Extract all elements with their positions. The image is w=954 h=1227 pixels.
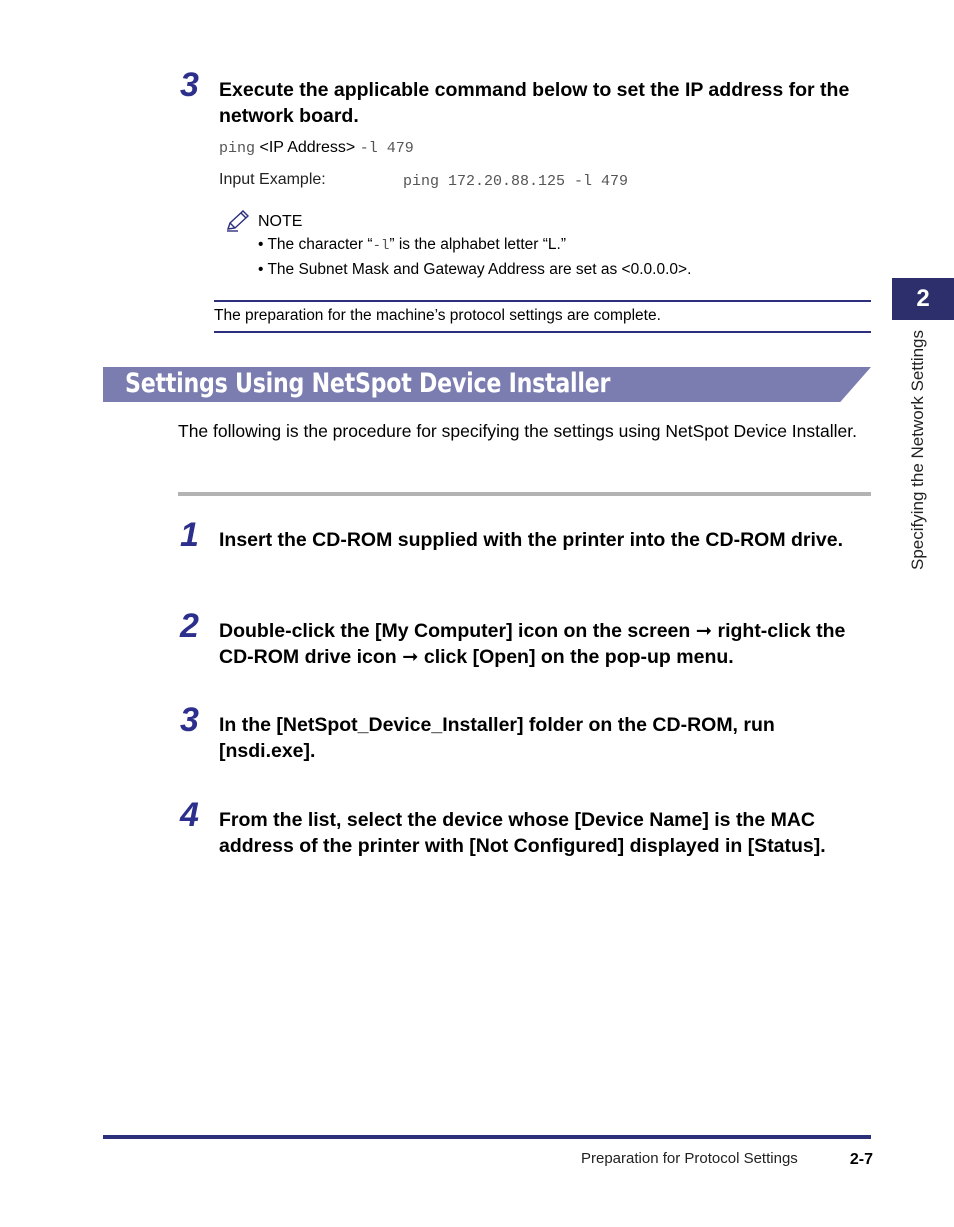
command-flag: -l 479 bbox=[359, 140, 414, 157]
note-item-code: -l bbox=[372, 238, 390, 254]
note-item bbox=[258, 235, 566, 256]
step-number: 3 bbox=[180, 66, 199, 104]
footer-rule bbox=[103, 1135, 871, 1139]
section-intro: The following is the procedure for specifying the settings using NetSpot Device Installer. bbox=[178, 421, 857, 441]
chapter-number-tab: 2 bbox=[892, 278, 954, 320]
step-number: 3 bbox=[180, 701, 199, 739]
step-number: 1 bbox=[180, 516, 199, 554]
completion-bottom-rule bbox=[214, 331, 871, 333]
note-title: NOTE bbox=[258, 213, 303, 230]
command-ping: ping bbox=[219, 140, 256, 157]
input-example-label: Input Example: bbox=[219, 171, 326, 188]
pencil-icon bbox=[224, 208, 252, 232]
input-example-value: ping 172.20.88.125 -l 479 bbox=[403, 173, 629, 190]
command-line bbox=[219, 138, 414, 159]
step-number: 4 bbox=[180, 796, 199, 834]
step-text: Execute the applicable command below to set the IP address for the network board. bbox=[219, 79, 850, 127]
command-ip-address: <IP Address> bbox=[259, 139, 356, 156]
chapter-title-vertical bbox=[905, 330, 931, 600]
page-number: 2-7 bbox=[849, 1151, 873, 1168]
note-item-prefix: • The character “ bbox=[258, 236, 373, 253]
step-number: 2 bbox=[180, 607, 199, 645]
note-item: • The Subnet Mask and Gateway Address are set as <0.0.0.0>. bbox=[258, 261, 692, 278]
step-text: From the list, select the device whose [Device Name] is the MAC address of the printer with [Not Configured] displayed in [Status]. bbox=[219, 809, 826, 857]
step-text: In the [NetSpot_Device_Installer] folder on the CD-ROM, run [nsdi.exe]. bbox=[219, 714, 775, 762]
note-item-suffix: ” is the alphabet letter “L.” bbox=[389, 236, 566, 253]
chapter-title-text: Specifying the Network Settings bbox=[908, 330, 927, 571]
footer-title: Preparation for Protocol Settings bbox=[581, 1150, 798, 1167]
step-text: Insert the CD-ROM supplied with the printer into the CD-ROM drive. bbox=[219, 529, 844, 551]
section-title: Settings Using NetSpot Device Installer bbox=[125, 368, 611, 399]
completion-top-rule bbox=[214, 300, 871, 302]
procedure-rule bbox=[178, 492, 871, 496]
completion-text: The preparation for the machine’s protocol settings are complete. bbox=[214, 307, 661, 324]
step-text: Double-click the [My Computer] icon on the screen ➞ right-click the CD-ROM drive icon ➞ click [Open] on the pop-up menu. bbox=[219, 620, 846, 668]
